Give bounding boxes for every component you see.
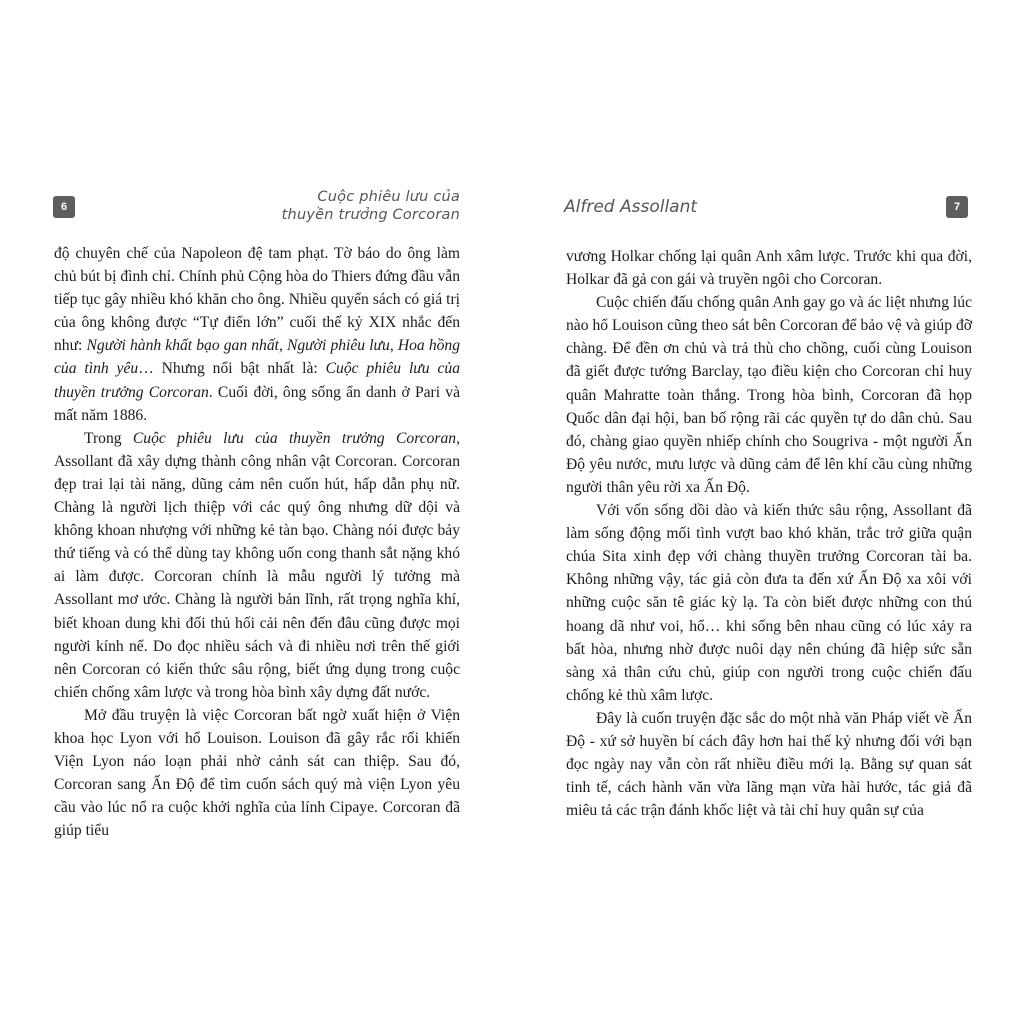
paragraph: độ chuyên chế của Napoleon đệ tam phạt. Tờ báo do ông làm chủ bút bị đình chỉ. Chính phủ Cộng hòa do Thiers đứng đầu vẫn tiếp tục gây nhiều khó khăn cho ông. Nhiều quyển sách có giá trị của ông không được “Tự điển lớn” cuối thế kỷ XIX nhắc đến như: Người hành khất bạo gan nhất, Người phiêu lưu, Hoa hồng của tình yêu… Nhưng nổi bật nhất là: Cuộc phiêu lưu của thuyền trưởng Corcoran. Cuối đời, ông sống ẩn danh ở Pari và mất năm 1886.: [54, 245, 461, 424]
running-head-line-2: thuyền trưởng Corcoran: [281, 207, 460, 223]
page-number-badge: 7: [946, 196, 968, 218]
right-page: [512, 0, 1024, 1024]
paragraph: Mở đầu truyện là việc Corcoran bất ngờ xuất hiện ở Viện khoa học Lyon với hổ Louison. Louison đã gây rắc rối khiến Viện Lyon náo loạn phải nhờ cảnh sát can thiệp. Sau đó, Corcoran sang Ấn Độ để tìm cuốn sách quý mà viện Lyon yêu cầu vào lúc nổ ra cuộc khởi nghĩa của lính Cipaye. Corcoran đã giúp tiểu: [54, 706, 460, 840]
right-page-body: [566, 245, 972, 822]
left-page-body: [54, 242, 460, 842]
running-head-line-1: Cuộc phiêu lưu của: [317, 189, 460, 205]
running-head-book-title: [282, 188, 460, 224]
paragraph: Với vốn sống dồi dào và kiến thức sâu rộng, Assollant đã làm sống động mối tình vượt bao khó khăn, trắc trở giữa quận chúa Sita xinh đẹp với chàng thuyền trưởng Corcoran tài ba. Không những vậy, tác giả còn đưa ta đến xứ Ấn Độ xa xôi với những cuộc săn tê giác kỳ lạ. Ta còn biết được những con thú hoang dã như voi, hổ… khi sống bên nhau cũng có lúc xảy ra bất hòa, nhưng nhờ được nuôi dạy nên chúng đã hiệp sức sẵn sàng xả thân cứu chủ, giúp con người trong cuộc chiến đấu chống kẻ thù xâm lược.: [566, 502, 972, 704]
paragraph: Đây là cuốn truyện đặc sắc do một nhà văn Pháp viết về Ấn Độ - xứ sở huyền bí cách đây hơn hai thế kỷ nhưng đối với bạn đọc ngày nay vẫn còn rất nhiều điều mới lạ. Bằng sự quan sát tinh tế, cách hành văn vừa lãng mạn vừa hài hước, tác giả đã miêu tả các trận đánh khốc liệt và tài chỉ huy quân sự của: [566, 709, 972, 820]
running-head-author: Alfred Assollant: [564, 197, 698, 217]
page-number-badge: 6: [53, 196, 75, 218]
paragraph: Trong Cuộc phiêu lưu của thuyền trưởng Corcoran, Assollant đã xây dựng thành công nhân vật Corcoran. Corcoran đẹp trai lại tài năng, dũng cảm nên cuốn hút, hấp dẫn phụ nữ. Chàng là người lịch thiệp với các quý ông nhưng dữ dội và không khoan nhượng với những kẻ tàn bạo. Chàng nói được bảy thứ tiếng và có thể dùng tay không uốn cong thanh sắt nặng khó ai làm được. Corcoran chính là mẫu người lý tưởng mà Assollant mơ ước. Chàng là người bản lĩnh, rất trọng nghĩa khí, biết khoan dung khi đối thủ hối cải nên đến đâu cũng được mọi người kính nể. Do đọc nhiều sách và đi nhiều nơi trên thế giới nên Corcoran có kiến thức sâu rộng, biết ứng dụng trong cuộc chiến chống xâm lược và trong hòa bình xây dựng đất nước.: [54, 429, 460, 701]
paragraph: vương Holkar chống lại quân Anh xâm lược. Trước khi qua đời, Holkar đã gả con gái và truyền ngôi cho Corcoran.: [566, 248, 972, 289]
paragraph: Cuộc chiến đấu chống quân Anh gay go và ác liệt nhưng lúc nào hổ Louison cũng theo sát bên Corcoran để bảo vệ và giúp đỡ chàng. Để đền ơn chủ và trả thù cho chồng, cuối cùng Louison đã giết được tướng Barclay, tạo điều kiện cho Corcoran chỉ huy quân Mahratte toàn thắng. Trong hòa bình, Corcoran đã họp Quốc dân đại hội, ban bố rộng rãi các quyền tự do dân chủ. Sau đó, chàng giao quyền nhiếp chính cho Sougriva - một người Ấn Độ yêu nước, mưu lược và dũng cảm để lên khí cầu cùng những người thân yêu rời xa Ấn Độ.: [566, 294, 972, 496]
